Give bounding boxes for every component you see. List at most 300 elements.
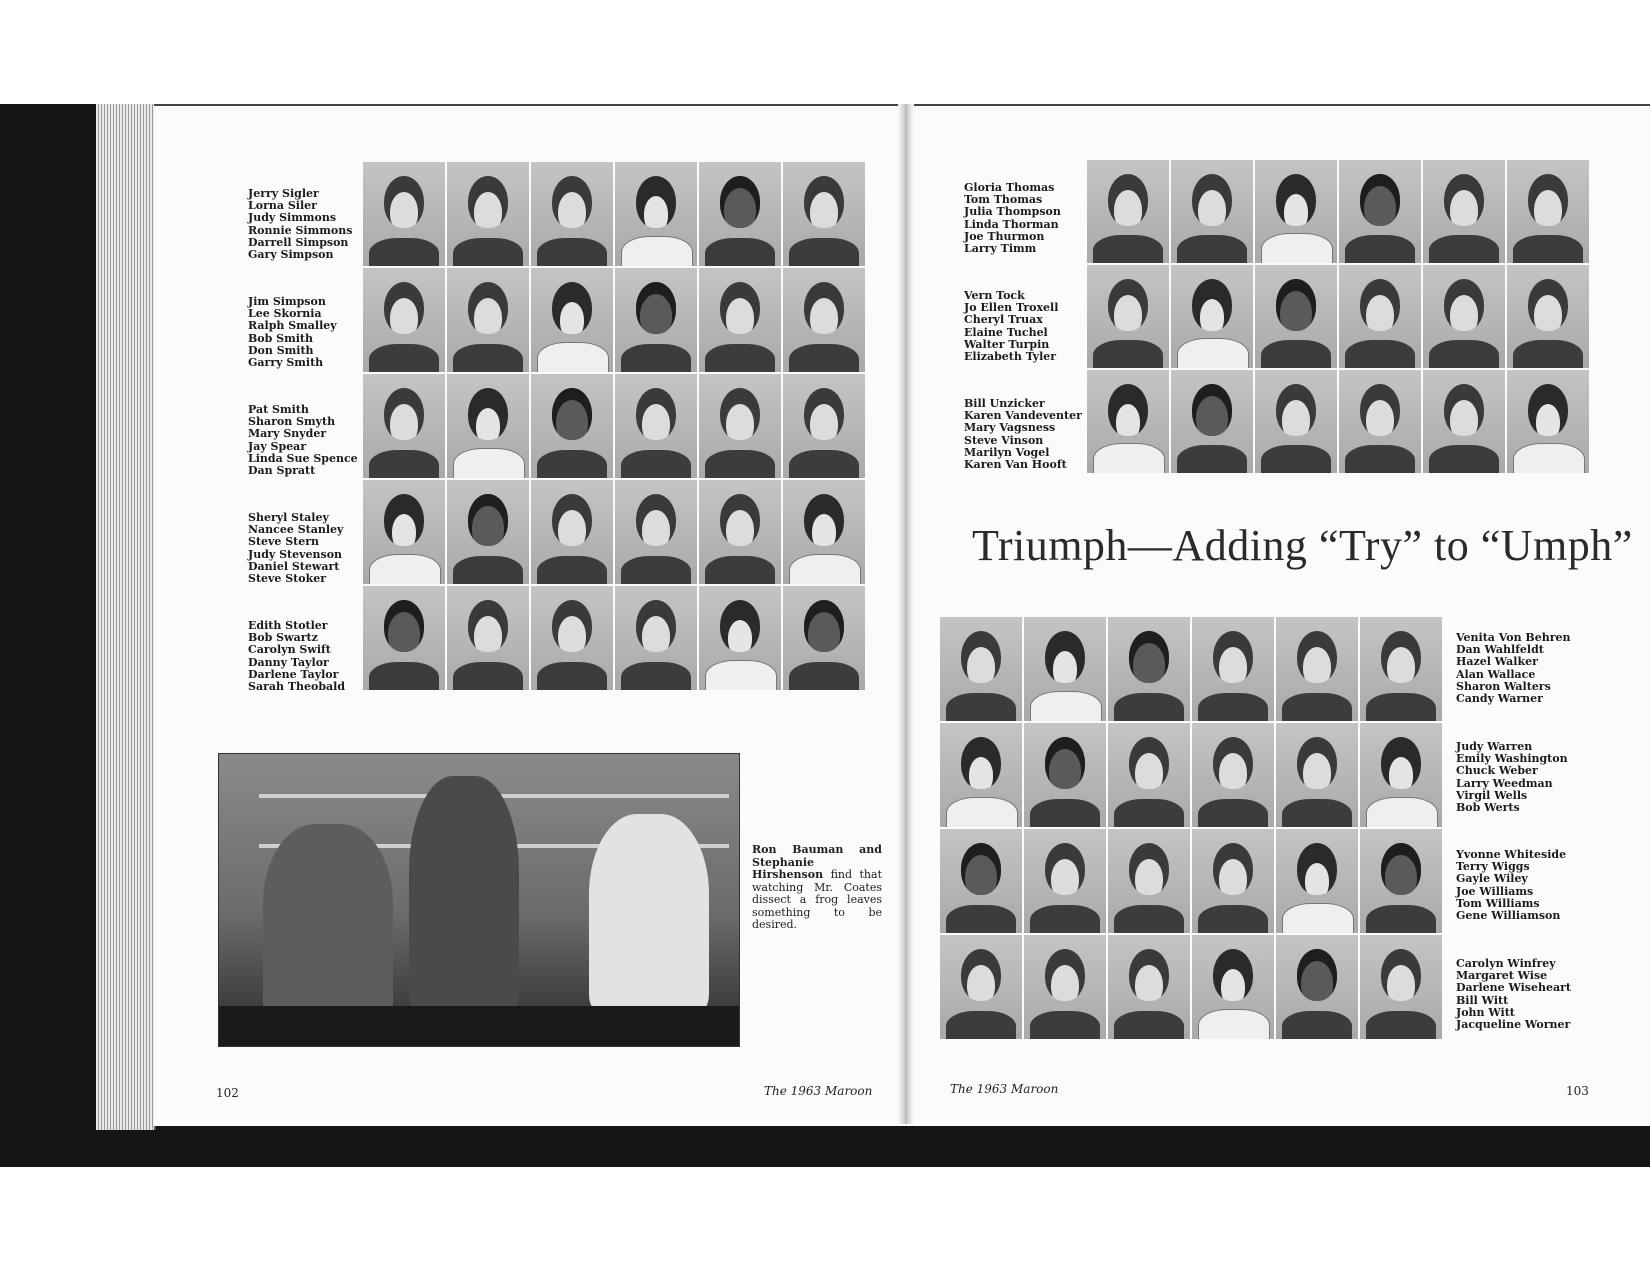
student-name: Garry Smith xyxy=(248,356,324,370)
student-portrait xyxy=(783,162,865,266)
portrait-shoulders xyxy=(1282,903,1354,933)
student-portrait xyxy=(531,162,613,266)
portrait-shoulders xyxy=(621,344,691,372)
student-portrait xyxy=(1192,617,1274,721)
portrait-head xyxy=(804,282,844,334)
portrait-head xyxy=(720,176,760,228)
name-group-right-bottom-3 xyxy=(1456,849,1566,922)
portrait-shoulders xyxy=(705,450,775,478)
portrait-shoulders xyxy=(537,556,607,584)
portrait-shoulders xyxy=(537,238,607,266)
student-name: Carolyn Winfrey xyxy=(1456,957,1556,970)
student-name: Steve Vinson xyxy=(964,433,1044,447)
student-portrait xyxy=(1255,160,1337,263)
portrait-head xyxy=(1381,949,1421,1001)
student-portrait xyxy=(447,162,529,266)
student-name: Margaret Wise xyxy=(1456,969,1548,983)
student-name: Steve Stern xyxy=(248,535,320,549)
student-portrait xyxy=(615,162,697,266)
student-name: Nancee Stanley xyxy=(248,523,344,537)
student-portrait xyxy=(1171,160,1253,263)
portrait-shoulders xyxy=(1093,443,1165,473)
student-name: Don Smith xyxy=(248,343,314,357)
student-name: Vern Tock xyxy=(964,289,1025,302)
student-portrait xyxy=(447,480,529,584)
portrait-head xyxy=(1297,949,1337,1001)
portrait-shoulders xyxy=(789,238,859,266)
student-name: Daniel Stewart xyxy=(248,559,340,573)
portrait-shoulders xyxy=(705,660,777,690)
student-portrait xyxy=(531,268,613,372)
student-name: Bob Swartz xyxy=(248,631,318,645)
portrait-head xyxy=(1045,631,1085,683)
portrait-shoulders xyxy=(1261,340,1331,368)
student-name: Judy Warren xyxy=(1456,740,1533,753)
portrait-head xyxy=(1045,843,1085,895)
portrait-shoulders xyxy=(705,556,775,584)
portrait-shoulders xyxy=(946,797,1018,827)
student-portrait xyxy=(783,586,865,690)
caption-names: Ron Bauman and Stephanie Hirshenson xyxy=(752,843,882,881)
lab-photograph xyxy=(218,753,740,1047)
portrait-head xyxy=(552,388,592,440)
portrait-shoulders xyxy=(453,448,525,478)
portrait-head xyxy=(1108,174,1148,226)
portrait-head xyxy=(1213,631,1253,683)
student-name: Darrell Simpson xyxy=(248,235,349,249)
portrait-shoulders xyxy=(1366,797,1438,827)
student-name: Gayle Wiley xyxy=(1456,872,1528,886)
portrait-shoulders xyxy=(621,662,691,690)
portrait-head xyxy=(1129,843,1169,895)
student-portrait xyxy=(363,268,445,372)
portrait-head xyxy=(1297,631,1337,683)
portrait-head xyxy=(720,388,760,440)
portrait-head xyxy=(720,600,760,652)
photo-lab-bench xyxy=(219,1006,739,1046)
portrait-shoulders xyxy=(705,344,775,372)
student-name: Terry Wiggs xyxy=(1456,860,1530,874)
portrait-head xyxy=(961,631,1001,683)
portrait-shoulders xyxy=(1030,1011,1100,1039)
portrait-grid-right-top xyxy=(1087,160,1589,473)
portrait-shoulders xyxy=(1345,445,1415,473)
student-name: Jacqueline Worner xyxy=(1456,1018,1571,1032)
name-group-right-top-2 xyxy=(964,290,1058,363)
student-portrait xyxy=(699,162,781,266)
student-portrait xyxy=(1087,265,1169,368)
portrait-head xyxy=(636,494,676,546)
portrait-head xyxy=(961,949,1001,1001)
portrait-head xyxy=(384,388,424,440)
student-name: Sharon Walters xyxy=(1456,679,1551,693)
portrait-head xyxy=(1108,384,1148,436)
portrait-shoulders xyxy=(1345,235,1415,263)
student-portrait xyxy=(1276,723,1358,827)
student-portrait xyxy=(1423,160,1505,263)
name-group-left-1 xyxy=(248,188,352,261)
student-portrait xyxy=(615,268,697,372)
portrait-head xyxy=(804,600,844,652)
student-name: Gene Williamson xyxy=(1456,909,1561,923)
student-portrait xyxy=(783,480,865,584)
student-name: Jim Simpson xyxy=(248,295,326,308)
portrait-shoulders xyxy=(369,662,439,690)
portrait-shoulders xyxy=(1198,905,1268,933)
portrait-head xyxy=(384,494,424,546)
portrait-shoulders xyxy=(789,662,859,690)
portrait-shoulders xyxy=(1114,693,1184,721)
portrait-shoulders xyxy=(1030,799,1100,827)
portrait-shoulders xyxy=(1177,338,1249,368)
student-name: Cheryl Truax xyxy=(964,313,1043,327)
student-name: Gloria Thomas xyxy=(964,181,1055,194)
student-name: Gary Simpson xyxy=(248,248,334,262)
student-name: Hazel Walker xyxy=(1456,655,1538,669)
student-portrait xyxy=(615,374,697,478)
portrait-head xyxy=(1045,949,1085,1001)
portrait-head xyxy=(1276,279,1316,331)
student-portrait xyxy=(363,374,445,478)
student-portrait xyxy=(1192,935,1274,1039)
name-group-right-bottom-1 xyxy=(1456,632,1571,705)
student-portrait xyxy=(1507,265,1589,368)
portrait-shoulders xyxy=(1261,445,1331,473)
portrait-head xyxy=(961,843,1001,895)
portrait-head xyxy=(552,282,592,334)
student-portrait xyxy=(1507,160,1589,263)
student-name: Larry Weedman xyxy=(1456,776,1553,790)
student-portrait xyxy=(940,617,1022,721)
student-name: Ronnie Simmons xyxy=(248,223,353,237)
name-group-right-bottom-4 xyxy=(1456,958,1571,1031)
student-name: Sarah Theobald xyxy=(248,680,346,694)
portrait-head xyxy=(552,176,592,228)
portrait-shoulders xyxy=(946,693,1016,721)
student-portrait xyxy=(1024,935,1106,1039)
student-portrait xyxy=(1024,829,1106,933)
portrait-head xyxy=(468,282,508,334)
student-portrait xyxy=(699,480,781,584)
portrait-shoulders xyxy=(1282,693,1352,721)
student-portrait xyxy=(1423,370,1505,473)
portrait-head xyxy=(1129,949,1169,1001)
portrait-shoulders xyxy=(1114,799,1184,827)
student-name: Larry Timm xyxy=(964,242,1037,256)
portrait-shoulders xyxy=(453,662,523,690)
portrait-head xyxy=(468,494,508,546)
portrait-head xyxy=(1381,843,1421,895)
portrait-head xyxy=(961,737,1001,789)
portrait-shoulders xyxy=(1198,1009,1270,1039)
student-portrait xyxy=(940,935,1022,1039)
book-gutter xyxy=(898,104,914,1124)
portrait-shoulders xyxy=(537,662,607,690)
student-name: Tom Williams xyxy=(1456,896,1540,910)
portrait-head xyxy=(720,494,760,546)
student-portrait xyxy=(363,480,445,584)
portrait-shoulders xyxy=(1366,1011,1436,1039)
student-portrait xyxy=(363,586,445,690)
student-name: Mary Snyder xyxy=(248,427,327,441)
name-group-right-top-1 xyxy=(964,182,1061,255)
student-portrait xyxy=(1192,829,1274,933)
portrait-head xyxy=(636,600,676,652)
student-name: Jo Ellen Troxell xyxy=(964,301,1059,315)
portrait-shoulders xyxy=(1513,443,1585,473)
student-name: Elaine Tuchel xyxy=(964,325,1048,339)
portrait-shoulders xyxy=(1030,905,1100,933)
student-name: Walter Turpin xyxy=(964,337,1050,351)
student-portrait xyxy=(1171,265,1253,368)
portrait-head xyxy=(1129,737,1169,789)
portrait-head xyxy=(552,494,592,546)
student-portrait xyxy=(1108,935,1190,1039)
student-name: Sharon Smyth xyxy=(248,415,336,429)
portrait-shoulders xyxy=(789,450,859,478)
portrait-shoulders xyxy=(1198,799,1268,827)
portrait-head xyxy=(468,600,508,652)
portrait-head xyxy=(1444,174,1484,226)
portrait-shoulders xyxy=(1513,340,1583,368)
portrait-head xyxy=(636,282,676,334)
student-portrait xyxy=(1360,829,1442,933)
portrait-shoulders xyxy=(1429,340,1499,368)
portrait-shoulders xyxy=(789,344,859,372)
student-name: Bill Unzicker xyxy=(964,397,1045,410)
student-name: John Witt xyxy=(1456,1005,1515,1019)
student-portrait xyxy=(531,480,613,584)
student-portrait xyxy=(1276,829,1358,933)
student-portrait xyxy=(940,829,1022,933)
portrait-head xyxy=(804,388,844,440)
portrait-shoulders xyxy=(946,1011,1016,1039)
name-group-right-top-3 xyxy=(964,398,1082,471)
student-name: Judy Stevenson xyxy=(248,547,343,561)
student-name: Steve Stoker xyxy=(248,572,327,586)
student-portrait xyxy=(363,162,445,266)
student-portrait xyxy=(1423,265,1505,368)
student-name: Elizabeth Tyler xyxy=(964,350,1057,364)
portrait-grid-left xyxy=(363,162,865,690)
student-portrait xyxy=(531,374,613,478)
student-portrait xyxy=(699,268,781,372)
portrait-shoulders xyxy=(453,556,523,584)
portrait-head xyxy=(384,600,424,652)
student-name: Dan Wahlfeldt xyxy=(1456,643,1544,657)
portrait-head xyxy=(384,176,424,228)
portrait-shoulders xyxy=(946,905,1016,933)
student-portrait xyxy=(1087,370,1169,473)
student-name: Mary Vagsness xyxy=(964,421,1056,435)
portrait-shoulders xyxy=(453,238,523,266)
student-name: Linda Thorman xyxy=(964,217,1059,231)
portrait-shoulders xyxy=(1198,693,1268,721)
portrait-head xyxy=(1108,279,1148,331)
student-name: Yvonne Whiteside xyxy=(1456,848,1567,861)
student-name: Darlene Taylor xyxy=(248,667,339,681)
student-name: Bob Smith xyxy=(248,331,313,345)
student-name: Linda Sue Spence xyxy=(248,451,358,465)
student-portrait xyxy=(1339,370,1421,473)
portrait-head xyxy=(636,388,676,440)
student-portrait xyxy=(1255,265,1337,368)
portrait-head xyxy=(720,282,760,334)
portrait-shoulders xyxy=(1282,1011,1352,1039)
student-portrait xyxy=(1087,160,1169,263)
portrait-grid-right-bottom xyxy=(940,617,1442,1039)
portrait-head xyxy=(1360,174,1400,226)
student-name: Joe Williams xyxy=(1456,884,1534,898)
portrait-head xyxy=(804,176,844,228)
portrait-head xyxy=(1381,737,1421,789)
student-portrait xyxy=(1507,370,1589,473)
student-portrait xyxy=(783,374,865,478)
portrait-head xyxy=(1276,384,1316,436)
student-portrait xyxy=(1108,617,1190,721)
student-name: Ralph Smalley xyxy=(248,319,337,333)
student-portrait xyxy=(1024,617,1106,721)
student-name: Bob Werts xyxy=(1456,801,1520,815)
student-portrait xyxy=(447,374,529,478)
portrait-head xyxy=(1192,174,1232,226)
student-portrait xyxy=(1108,829,1190,933)
portrait-head xyxy=(636,176,676,228)
portrait-shoulders xyxy=(1030,691,1102,721)
portrait-head xyxy=(1297,843,1337,895)
student-portrait xyxy=(1255,370,1337,473)
photo-person-student-female xyxy=(589,814,709,1014)
student-portrait xyxy=(1360,617,1442,721)
student-portrait xyxy=(1192,723,1274,827)
student-portrait xyxy=(1276,617,1358,721)
student-name: Joe Thurmon xyxy=(964,229,1045,243)
portrait-shoulders xyxy=(1366,905,1436,933)
portrait-shoulders xyxy=(369,554,441,584)
student-portrait xyxy=(1024,723,1106,827)
book-page-edges xyxy=(96,104,156,1130)
portrait-shoulders xyxy=(1513,235,1583,263)
student-name: Karen Vandeventer xyxy=(964,409,1082,423)
student-name: Virgil Wells xyxy=(1456,788,1528,802)
footer-title-left: The 1963 Maroon xyxy=(764,1084,873,1098)
portrait-head xyxy=(1360,384,1400,436)
portrait-shoulders xyxy=(789,554,861,584)
portrait-head xyxy=(1045,737,1085,789)
student-portrait xyxy=(1360,723,1442,827)
student-name: Carolyn Swift xyxy=(248,643,331,657)
student-portrait xyxy=(1171,370,1253,473)
portrait-head xyxy=(1192,279,1232,331)
name-group-right-bottom-2 xyxy=(1456,741,1568,814)
portrait-head xyxy=(1192,384,1232,436)
student-name: Judy Simmons xyxy=(248,211,337,225)
name-group-left-3 xyxy=(248,404,358,477)
portrait-shoulders xyxy=(1429,235,1499,263)
student-name: Karen Van Hooft xyxy=(964,458,1067,472)
student-portrait xyxy=(615,586,697,690)
student-name: Jerry Sigler xyxy=(248,187,319,200)
caption-text: find that watching Mr. Coates dissect a frog leaves something to be desired. xyxy=(752,868,882,931)
portrait-shoulders xyxy=(1093,235,1163,263)
portrait-shoulders xyxy=(1177,235,1247,263)
name-group-left-4 xyxy=(248,512,343,585)
portrait-shoulders xyxy=(705,238,775,266)
portrait-head xyxy=(384,282,424,334)
student-name: Marilyn Vogel xyxy=(964,445,1050,459)
section-headline: Triumph—Adding “Try” to “Umph” xyxy=(972,521,1633,570)
portrait-head xyxy=(552,600,592,652)
portrait-shoulders xyxy=(621,236,693,266)
portrait-shoulders xyxy=(1261,233,1333,263)
photo-person-teacher xyxy=(409,776,519,1016)
portrait-shoulders xyxy=(537,342,609,372)
student-name: Lee Skornia xyxy=(248,307,322,321)
student-name: Candy Warner xyxy=(1456,692,1543,706)
portrait-shoulders xyxy=(1366,693,1436,721)
student-portrait xyxy=(1360,935,1442,1039)
portrait-head xyxy=(804,494,844,546)
photo-person-student xyxy=(263,824,393,1024)
portrait-shoulders xyxy=(1114,1011,1184,1039)
portrait-shoulders xyxy=(1429,445,1499,473)
student-name: Tom Thomas xyxy=(964,193,1043,207)
portrait-head xyxy=(468,176,508,228)
portrait-shoulders xyxy=(621,450,691,478)
portrait-head xyxy=(1381,631,1421,683)
page-number-right: 103 xyxy=(1566,1084,1589,1098)
student-name: Dan Spratt xyxy=(248,464,316,478)
student-portrait xyxy=(1276,935,1358,1039)
student-name: Lorna Siler xyxy=(248,199,317,213)
portrait-head xyxy=(1213,843,1253,895)
portrait-head xyxy=(1276,174,1316,226)
page-number-left: 102 xyxy=(216,1086,239,1100)
portrait-shoulders xyxy=(369,450,439,478)
portrait-shoulders xyxy=(1114,905,1184,933)
student-name: Bill Witt xyxy=(1456,993,1509,1007)
student-portrait xyxy=(1108,723,1190,827)
student-portrait xyxy=(783,268,865,372)
portrait-head xyxy=(1444,279,1484,331)
portrait-shoulders xyxy=(621,556,691,584)
student-name: Venita Von Behren xyxy=(1456,631,1571,644)
portrait-head xyxy=(1444,384,1484,436)
student-name: Jay Spear xyxy=(248,439,307,453)
student-name: Darlene Wiseheart xyxy=(1456,981,1571,995)
student-portrait xyxy=(1339,265,1421,368)
portrait-shoulders xyxy=(1093,340,1163,368)
portrait-shoulders xyxy=(453,344,523,372)
portrait-shoulders xyxy=(369,238,439,266)
student-portrait xyxy=(699,586,781,690)
portrait-shoulders xyxy=(1282,799,1352,827)
portrait-shoulders xyxy=(537,450,607,478)
student-portrait xyxy=(699,374,781,478)
portrait-shoulders xyxy=(369,344,439,372)
student-name: Edith Stotler xyxy=(248,619,328,632)
student-portrait xyxy=(615,480,697,584)
student-name: Alan Wallace xyxy=(1456,667,1536,681)
student-name: Pat Smith xyxy=(248,403,309,416)
portrait-head xyxy=(1297,737,1337,789)
student-name: Julia Thompson xyxy=(964,205,1061,219)
portrait-head xyxy=(1129,631,1169,683)
portrait-shoulders xyxy=(1345,340,1415,368)
portrait-head xyxy=(1528,174,1568,226)
photo-caption xyxy=(752,844,882,932)
student-name: Danny Taylor xyxy=(248,655,329,669)
